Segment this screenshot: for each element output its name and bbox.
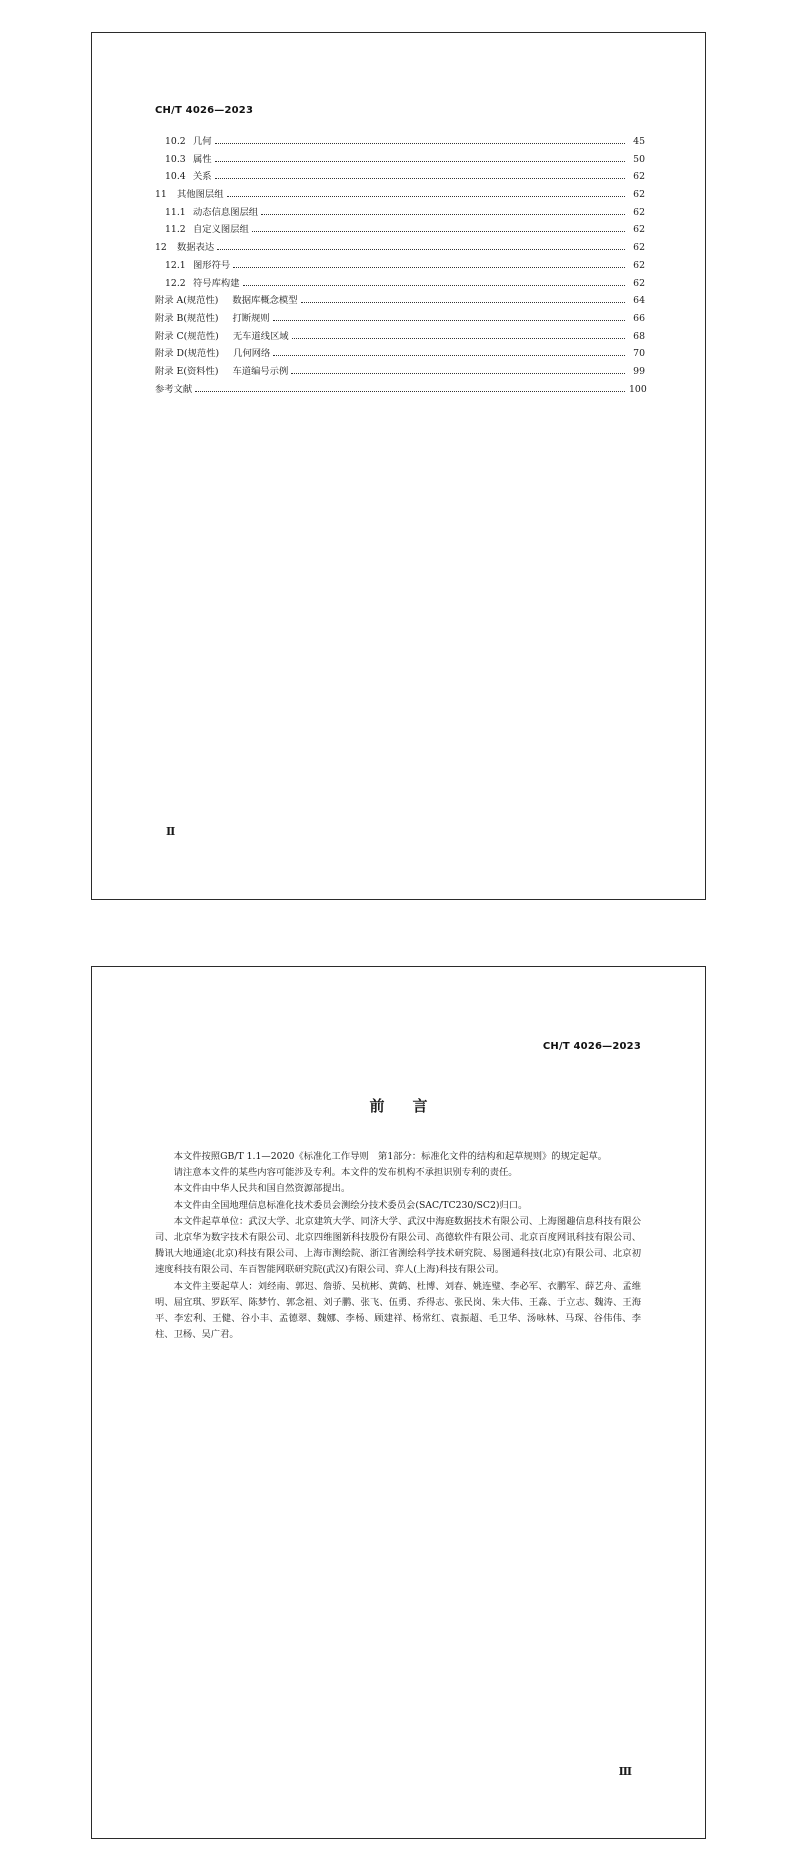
toc-entry-title: 打断规则 [232,312,270,324]
toc-entry-page: 62 [633,224,645,236]
toc-entry-title: 自定义图层组 [193,224,249,236]
toc-entry-number: 12.2 [165,277,186,289]
toc-dot-leader [292,337,625,339]
toc-dot-leader [217,248,625,250]
foreword-paragraph: 本文件按照GB/T 1.1—2020《标准化工作导则 第1部分：标准化文件的结构和起草规则》的规定起草。 [173,1151,608,1162]
foreword-page [91,966,706,1839]
toc-dot-leader [215,177,625,179]
toc-entry [155,292,645,310]
toc-entry-page: 62 [633,189,645,201]
toc-entry-page: 62 [633,277,645,289]
toc-entry-number: 10.2 [165,136,186,147]
toc-entry-title: 几何 [193,136,212,147]
toc-entry [155,204,645,222]
toc-entry [155,239,645,257]
toc-entry [155,151,645,169]
toc-entry-number: 10.3 [165,153,186,165]
foreword-body [155,1149,641,1343]
toc-entry-title: 参考文献 [155,383,193,395]
toc-entry [155,168,645,186]
foreword-paragraph: 本文件由中华人民共和国自然资源部提出。 [173,1183,351,1195]
toc-entry-page: 99 [633,365,645,377]
toc-dot-leader [291,372,625,374]
toc-dot-leader [215,142,625,144]
foreword-paragraph: 请注意本文件的某些内容可能涉及专利。本文件的发布机构不承担识别专利的责任。 [173,1167,518,1179]
toc-entry-number: 11.1 [165,206,186,218]
toc-entry-title: 动态信息图层组 [193,206,259,218]
toc-entry-number: 附录 C(规范性) [155,330,219,342]
toc-entry [155,275,645,293]
toc-page [91,32,706,900]
toc-dot-leader [215,160,625,162]
toc-entry-number: 附录 E(资料性) [155,365,219,377]
toc-entry-number: 附录 B(规范性) [155,312,219,324]
toc-dot-leader [273,354,625,356]
toc-dot-leader [227,195,626,197]
toc-dot-leader [273,319,625,321]
toc-entry [155,328,645,346]
toc-dot-leader [252,230,625,232]
toc-entry [155,221,645,239]
toc-entry-page: 64 [633,295,645,307]
toc-dot-leader [233,266,625,268]
toc-entry-title: 图形符号 [193,259,231,271]
toc-dot-leader [195,390,625,392]
table-of-contents [155,133,645,398]
toc-entry-page: 100 [629,383,647,395]
toc-entry-page: 62 [633,171,645,183]
toc-entry-number: 11.2 [165,224,186,236]
toc-entry-page: 62 [633,242,645,254]
toc-entry-page: 66 [633,312,645,324]
standard-number: CH/T 4026—2023 [155,105,254,116]
toc-entry-number: 12.1 [165,259,186,271]
toc-entry-number: 12 [155,242,167,254]
toc-entry-title: 关系 [193,171,212,183]
toc-entry-page: 50 [633,153,645,165]
toc-entry-page: 45 [633,136,645,147]
toc-entry-page: 68 [633,330,645,342]
toc-entry-number: 附录 A(规范性) [155,295,219,307]
toc-entry [155,133,645,151]
toc-entry-number: 10.4 [165,171,186,183]
toc-entry [155,363,645,381]
toc-entry-page: 62 [633,259,645,271]
toc-entry-title: 几何网络 [233,348,271,360]
page-number: Ⅲ [618,1765,633,1778]
standard-number: CH/T 4026—2023 [542,1041,641,1052]
toc-entry-title: 其他图层组 [177,189,224,201]
toc-entry-page: 70 [633,348,645,360]
foreword-paragraph: 本文件起草单位：武汉大学、北京建筑大学、同济大学、武汉中海庭数据技术有限公司、上海图趣信息科技有限公司、北京华为数字技术有限公司、北京四维图新科技股份有限公司、高德软件有限公司、北京百度网讯科技有限公司、腾讯大地通途(北京)科技有限公司、上海市测绘院、浙江省测绘科学技术研究院、易图通科技(北京)有限公司、北京初速度科技有限公司、车百智能网联研究院(武汉)有限公司、弈人(上海)科技有限公司。 [155,1215,641,1276]
foreword-paragraph: 本文件由全国地理信息标准化技术委员会测绘分技术委员会(SAC/TC230/SC2)归口。 [173,1199,528,1211]
toc-entry-number: 11 [155,189,167,201]
page-number: Ⅱ [166,825,177,838]
toc-dot-leader [243,284,626,286]
toc-entry-number: 附录 D(规范性) [155,348,220,360]
toc-entry [155,381,645,399]
foreword-title: 前言 [369,1097,456,1115]
toc-entry [155,345,645,363]
toc-entry-title: 属性 [193,153,212,165]
toc-entry-title: 数据表达 [177,242,215,254]
toc-entry-title: 无车道线区域 [232,330,289,342]
toc-entry [155,310,645,328]
toc-entry-title: 车道编号示例 [232,365,289,377]
toc-entry [155,186,645,204]
toc-entry-title: 数据库概念模型 [232,295,298,307]
toc-entry-page: 62 [633,206,645,218]
toc-entry-title: 符号库构建 [193,277,240,289]
toc-dot-leader [261,213,625,215]
toc-entry [155,257,645,275]
foreword-paragraph: 本文件主要起草人：刘经南、郭迟、詹骄、吴杭彬、黄鹤、杜博、刘春、姚连璧、李必军、衣鹏军、薛艺舟、孟维明、屈宜琪、罗跃军、陈梦竹、郭念祖、刘子鹏、张飞、伍勇、乔得志、张民岗、朱大伟、王淼、于立志、魏涛、王海平、李宏利、王健、谷小丰、孟德翠、魏娜、李杨、顾建祥、杨常红、袁振超、毛卫华、汤咏林、马琛、谷伟伟、李柱、卫杨、吴广君。 [155,1280,641,1341]
toc-dot-leader [301,301,625,303]
